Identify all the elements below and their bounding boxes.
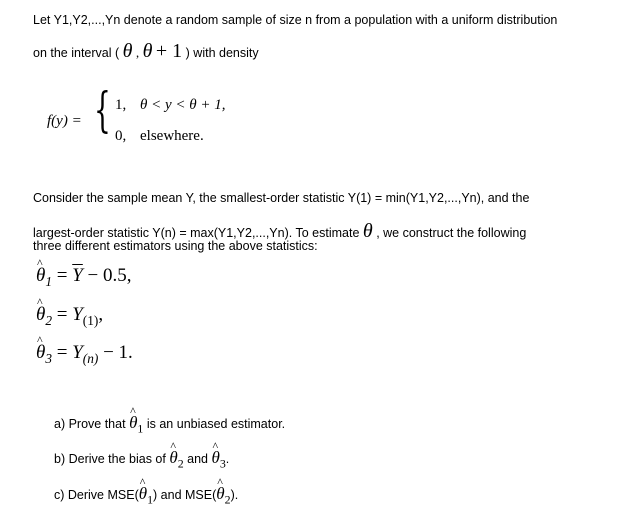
- theta-hat-1-symbol: ^ $\theta_1$: [36, 265, 52, 290]
- question-a-suffix: is an unbiased estimator.: [146, 417, 286, 431]
- estimator-3: ^ $\theta_3 = Y_{(n)} - 1$.: [36, 342, 133, 367]
- consider-line-2-suffix: , we construct the following: [376, 226, 527, 240]
- theta-hat-2-symbol: ^ $\theta_2$: [36, 304, 52, 329]
- plus-one: + 1: [155, 40, 183, 62]
- estimator-2-rhs: ,: [98, 304, 104, 325]
- case-2-condition: elsewhere.: [140, 128, 204, 144]
- min-order-statistic: $Y_{(1)}$: [72, 304, 99, 328]
- sample-mean-symbol: $\overline{Y}$: [72, 265, 83, 286]
- density-case-1: [115, 97, 226, 114]
- case-1-value: 1,: [115, 97, 127, 113]
- question-c-prefix: c) Derive MSE(: [54, 488, 139, 502]
- consider-line-1: Consider the sample mean Y, the smallest-order statistic Y(1) = min(Y1,Y2,...,Yn), and the: [33, 191, 530, 205]
- theta-hat-1-symbol: ^ $\theta_1$: [129, 413, 143, 436]
- density-case-2: [115, 128, 204, 145]
- density-lhs: f(y) =: [47, 113, 82, 129]
- theta-hat-3-symbol: ^ $\theta_3$: [36, 342, 52, 367]
- density-brace: {: [94, 82, 111, 138]
- estimator-1-rhs: − 0.5,: [87, 265, 132, 286]
- question-c-and: ) and MSE(: [153, 488, 217, 502]
- theta-hat-2-symbol: ^ $\theta_2$: [216, 484, 230, 507]
- case-1-condition: θ < y < θ + 1,: [140, 97, 226, 113]
- intro-line-2-suffix: ) with density: [185, 46, 259, 60]
- theta-hat-1-symbol: ^ $\theta_1$: [139, 484, 153, 507]
- question-a: [54, 413, 285, 436]
- intro-line-2-prefix: on the interval (: [33, 46, 120, 60]
- theta-symbol: θ: [142, 40, 153, 62]
- question-c: [54, 484, 238, 507]
- theta-symbol: θ: [122, 40, 133, 62]
- theta-hat-3-symbol: ^ $\theta_3$: [211, 448, 225, 471]
- question-a-prefix: a) Prove that: [54, 417, 126, 431]
- question-b: [54, 448, 229, 471]
- question-b-prefix: b) Derive the bias of: [54, 452, 166, 466]
- intro-line-1: Let Y1,Y2,...,Yn denote a random sample of size n from a population with a uniform distribution: [33, 13, 558, 27]
- case-2-value: 0,: [115, 128, 127, 144]
- consider-line-2-prefix: largest-order statistic Y(n) = max(Y1,Y2,...,Yn). To estimate: [33, 226, 360, 240]
- estimator-1: ^ $\theta_1 = \overline{Y} - 0.5$,: [36, 265, 132, 290]
- max-order-statistic: $Y_{(n)}$: [72, 342, 99, 366]
- estimator-2: ^ $\theta_2 = Y_{(1)}$,: [36, 304, 103, 329]
- theta-hat-2-symbol: ^ $\theta_2$: [169, 448, 183, 471]
- interval-comma: ,: [135, 46, 140, 60]
- estimator-3-rhs: − 1.: [103, 342, 133, 363]
- question-b-suffix: .: [225, 452, 230, 466]
- intro-line-2: [33, 40, 259, 63]
- consider-line-3: three different estimators using the above statistics:: [33, 239, 318, 253]
- question-c-suffix: ).: [230, 488, 239, 502]
- theta-symbol: θ: [362, 220, 373, 242]
- question-b-and: and: [187, 452, 208, 466]
